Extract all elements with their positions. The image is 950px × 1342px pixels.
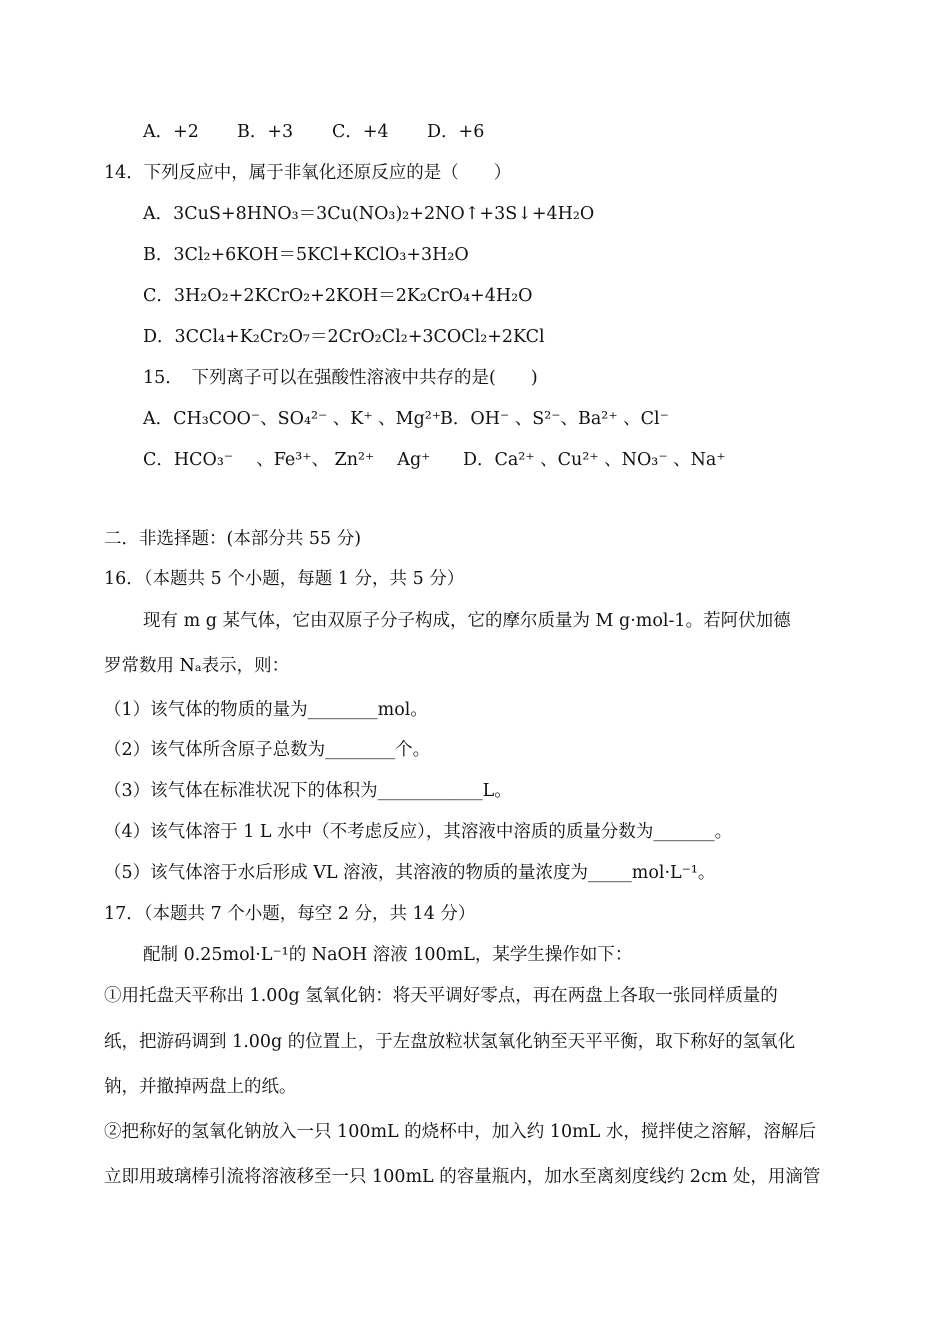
- q13-options: [143, 121, 484, 143]
- q16-item-5: （5）该气体溶于水后形成 VL 溶液，其溶液的物质的量浓度为_____mol·L⁻¹。: [104, 863, 716, 883]
- q14-option-a: A．3CuS+8HNO₃＝3Cu(NO₃)₂+2NO↑+3S↓+4H₂O: [143, 204, 595, 224]
- q16-item-3: （3）该气体在标准状况下的体积为____________L。: [104, 781, 512, 801]
- q17-intro: 配制 0.25mol·L⁻¹的 NaOH 溶液 100mL，某学生操作如下：: [143, 945, 633, 965]
- q16-item-2: （2）该气体所含原子总数为________个。: [104, 740, 431, 760]
- q14-option-b: B．3Cl₂+6KOH＝5KCl+KClO₃+3H₂O: [143, 245, 469, 265]
- q15-option-b: B．OH⁻ 、S²⁻、Ba²⁺ 、Cl⁻: [440, 409, 669, 429]
- q16-item-1: （1）该气体的物质的量为________mol。: [104, 700, 428, 720]
- q13-option-c: C．+4: [332, 122, 389, 142]
- q17-header: 17．（本题共 7 个小题，每空 2 分，共 14 分）: [104, 904, 476, 924]
- q16-header: 16．（本题共 5 个小题，每题 1 分，共 5 分）: [104, 569, 465, 589]
- section-heading: 二．非选择题：(本部分共 55 分): [104, 529, 362, 549]
- q15-option-a: A．CH₃COO⁻、SO₄²⁻ 、K⁺ 、Mg²⁺: [143, 409, 442, 429]
- q15-stem: 15． 下列离子可以在强酸性溶液中共存的是( ): [143, 368, 538, 388]
- q16-intro-line-2: 罗常数用 Nₐ表示，则：: [104, 656, 290, 676]
- q17-line-4: ②把称好的氢氧化钠放入一只 100mL 的烧杯中，加入约 10mL 水，搅拌使之溶解，溶解后: [104, 1122, 816, 1142]
- q13-option-b: B．+3: [237, 122, 294, 142]
- q13-option-d: D．+6: [427, 122, 485, 142]
- q14-option-c: C．3H₂O₂+2KCrO₂+2KOH＝2K₂CrO₄+4H₂O: [143, 286, 533, 306]
- q16-intro-line-1: 现有 m g 某气体，它由双原子分子构成，它的摩尔质量为 M g·mol-1。若阿伏加德: [143, 611, 791, 631]
- q15-option-d: D．Ca²⁺ 、Cu²⁺ 、NO₃⁻ 、Na⁺: [463, 450, 726, 470]
- q14-stem: 14．下列反应中，属于非氧化还原反应的是（ ）: [104, 163, 512, 183]
- q17-line-3: 钠，并撤掉两盘上的纸。: [104, 1077, 297, 1097]
- q14-option-d: D．3CCl₄+K₂Cr₂O₇＝2CrO₂Cl₂+3COCl₂+2KCl: [143, 327, 545, 347]
- q15-option-c: C．HCO₃⁻ 、Fe³⁺、 Zn²⁺ Ag⁺: [143, 450, 431, 470]
- q16-item-4: （4）该气体溶于 1 L 水中（不考虑反应），其溶液中溶质的质量分数为_______。: [104, 822, 733, 842]
- q17-line-5: 立即用玻璃棒引流将溶液移至一只 100mL 的容量瓶内，加水至离刻度线约 2cm 处，用滴管: [104, 1167, 821, 1187]
- q17-line-1: ①用托盘天平称出 1.00g 氢氧化钠：将天平调好零点，再在两盘上各取一张同样质量的: [104, 986, 778, 1006]
- q17-line-2: 纸，把游码调到 1.00g 的位置上，于左盘放粒状氢氧化钠至天平平衡，取下称好的氢氧化: [104, 1032, 796, 1052]
- q13-option-a: A．+2: [143, 122, 199, 142]
